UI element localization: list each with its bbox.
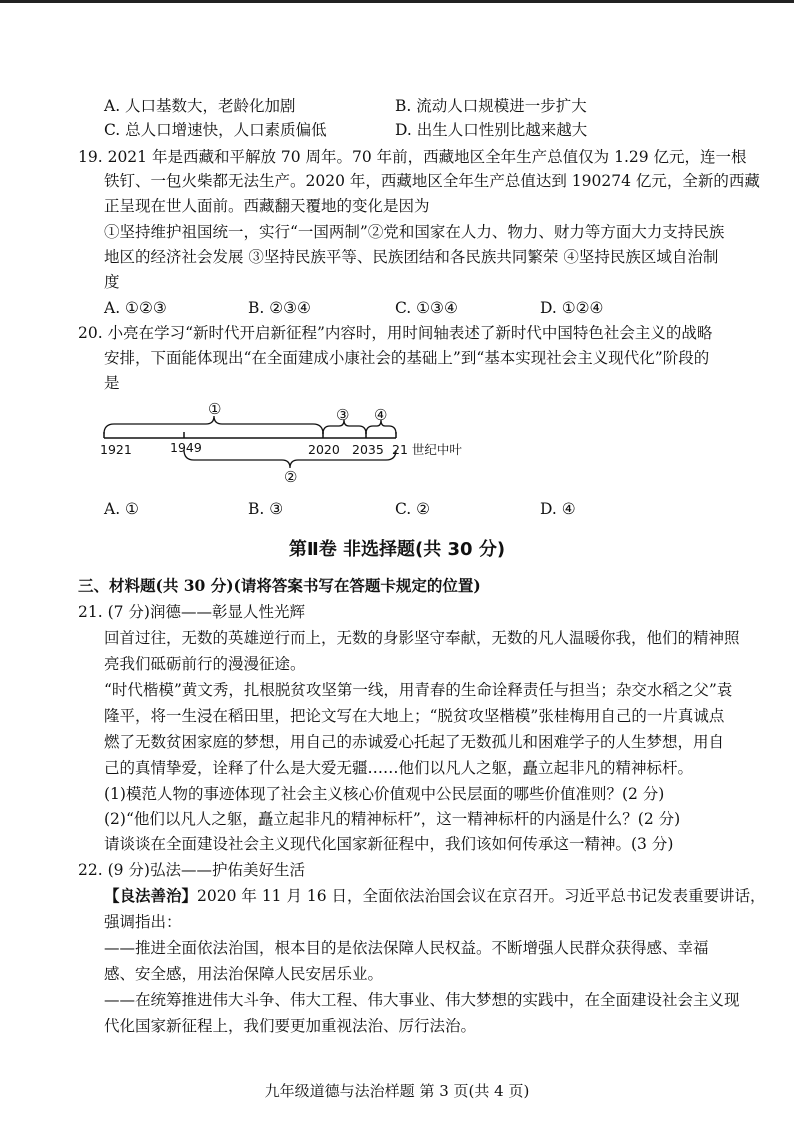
q18-option-b: B. 流动人口规模进一步扩大 [395,97,587,115]
q19-option-a: A. ①②③ [104,299,167,317]
top-border [0,0,794,3]
q21-line: 回首过往，无数的英雄逆行而上，无数的身影坚守奉献，无数的凡人温暖你我，他们的精神照 [104,629,740,647]
q20-option-a: A. ① [104,500,139,518]
timeline-year-mid-century: 21 世纪中叶 [392,442,462,457]
q21-line: 亮我们砥砺前行的漫漫征途。 [104,655,306,673]
timeline-mark-4: ④ [374,406,388,424]
q20-option-c: C. ② [395,500,431,518]
q19-line: ①坚持维护祖国统一，实行“一国两制”②党和国家在人力、物力、财力等方面大力支持民族 [104,223,725,241]
strategy-timeline [96,398,496,493]
timeline-mark-2: ② [284,468,298,486]
q20-line: 是 [104,374,120,392]
q21-line: 燃了无数贫困家庭的梦想，用自己的赤诚爱心托起了无数孤儿和困难学子的人生梦想，用自 [104,733,725,751]
section-2-title: 第Ⅱ卷 非选择题(共 30 分) [288,539,506,560]
q19-option-c: C. ①③④ [395,299,458,317]
q21-heading: 21. (7 分)润德——彰显人性光辉 [78,603,305,621]
q21-line: 隆平，将一生浸在稻田里，把论文写在大地上；“脱贫攻坚楷模”张桂梅用自己的一片真诚点 [104,707,725,725]
q19-line: 度 [104,273,120,291]
q19-line: 19. 2021 年是西藏和平解放 70 周年。70 年前，西藏地区全年生产总值仅为 1.29 亿元，连一根 [78,148,747,166]
q19-line: 铁钉、一包火柴都无法生产。2020 年，西藏地区全年生产总值达到 190274 亿元，全新的西藏 [104,172,760,190]
q19-option-b: B. ②③④ [248,299,311,317]
timeline-mark-1: ① [208,400,222,418]
q19-line: 地区的经济社会发展 ③坚持民族平等、民族团结和各民族共同繁荣 ④坚持民族区域自治制 [104,248,719,266]
timeline-year-2035: 2035 [352,442,384,457]
q21-question-3: 请谈谈在全面建设社会主义现代化国家新征程中，我们该如何传承这一精神。(3 分) [104,835,674,853]
q20-option-d: D. ④ [540,500,576,518]
timeline-mark-3: ③ [336,406,350,424]
q22-line: 代化国家新征程上，我们要更加重视法治、厉行法治。 [104,1017,477,1035]
timeline-year-1921: 1921 [100,442,132,457]
q22-line: ——在统筹推进伟大斗争、伟大工程、伟大事业、伟大梦想的实践中，在全面建设社会主义现 [104,991,740,1009]
q20-line: 安排，下面能体现出“在全面建成小康社会的基础上”到“基本实现社会主义现代化”阶段的 [104,349,710,367]
q22-heading: 22. (9 分)弘法——护佑美好生活 [78,861,305,879]
q21-line: “时代楷模”黄文秀，扎根脱贫攻坚第一线，用青春的生命诠释责任与担当；杂交水稻之父”袁 [104,681,733,699]
q21-question-1: (1)模范人物的事迹体现了社会主义核心价值观中公民层面的哪些价值准则？(2 分) [104,785,665,803]
q22-tag: 【良法善治】 [104,886,198,905]
q20-line: 20. 小亮在学习“新时代开启新征程”内容时，用时间轴表述了新时代中国特色社会主义的战略 [78,324,713,342]
q18-option-a: A. 人口基数大，老龄化加剧 [104,97,296,115]
q22-line: ——推进全面依法治国，根本目的是依法保障人民权益。不断增强人民群众获得感、幸福 [104,939,709,957]
part-3-heading: 三、材料题(共 30 分)(请将答案书写在答题卡规定的位置) [78,576,481,595]
q20-option-b: B. ③ [248,500,284,518]
q22-line: 强调指出： [104,913,182,931]
q19-option-d: D. ①②④ [540,299,604,317]
q21-line: 己的真情挚爱，诠释了什么是大爱无疆……他们以凡人之躯，矗立起非凡的精神标杆。 [104,759,694,777]
q18-option-c: C. 总人口增速快，人口素质偏低 [104,121,327,139]
q18-option-d: D. 出生人口性别比越来越大 [395,121,588,139]
page-footer: 九年级道德与法治样题 第 3 页(共 4 页) [264,1082,530,1100]
q19-line: 正呈现在世人面前。西藏翻天覆地的变化是因为 [104,197,430,215]
q22-first-line [104,886,766,906]
q22-line: 感、安全感，用法治保障人民安居乐业。 [104,965,384,983]
q21-question-2: (2)“他们以凡人之躯，矗立起非凡的精神标杆”，这一精神标杆的内涵是什么？(2 分) [104,810,681,828]
q22-line: 2020 年 11 月 16 日，全面依法治国会议在京召开。习近平总书记发表重要讲话， [197,887,766,905]
timeline-year-2020: 2020 [308,442,340,457]
timeline-year-1949: 1949 [170,440,202,455]
